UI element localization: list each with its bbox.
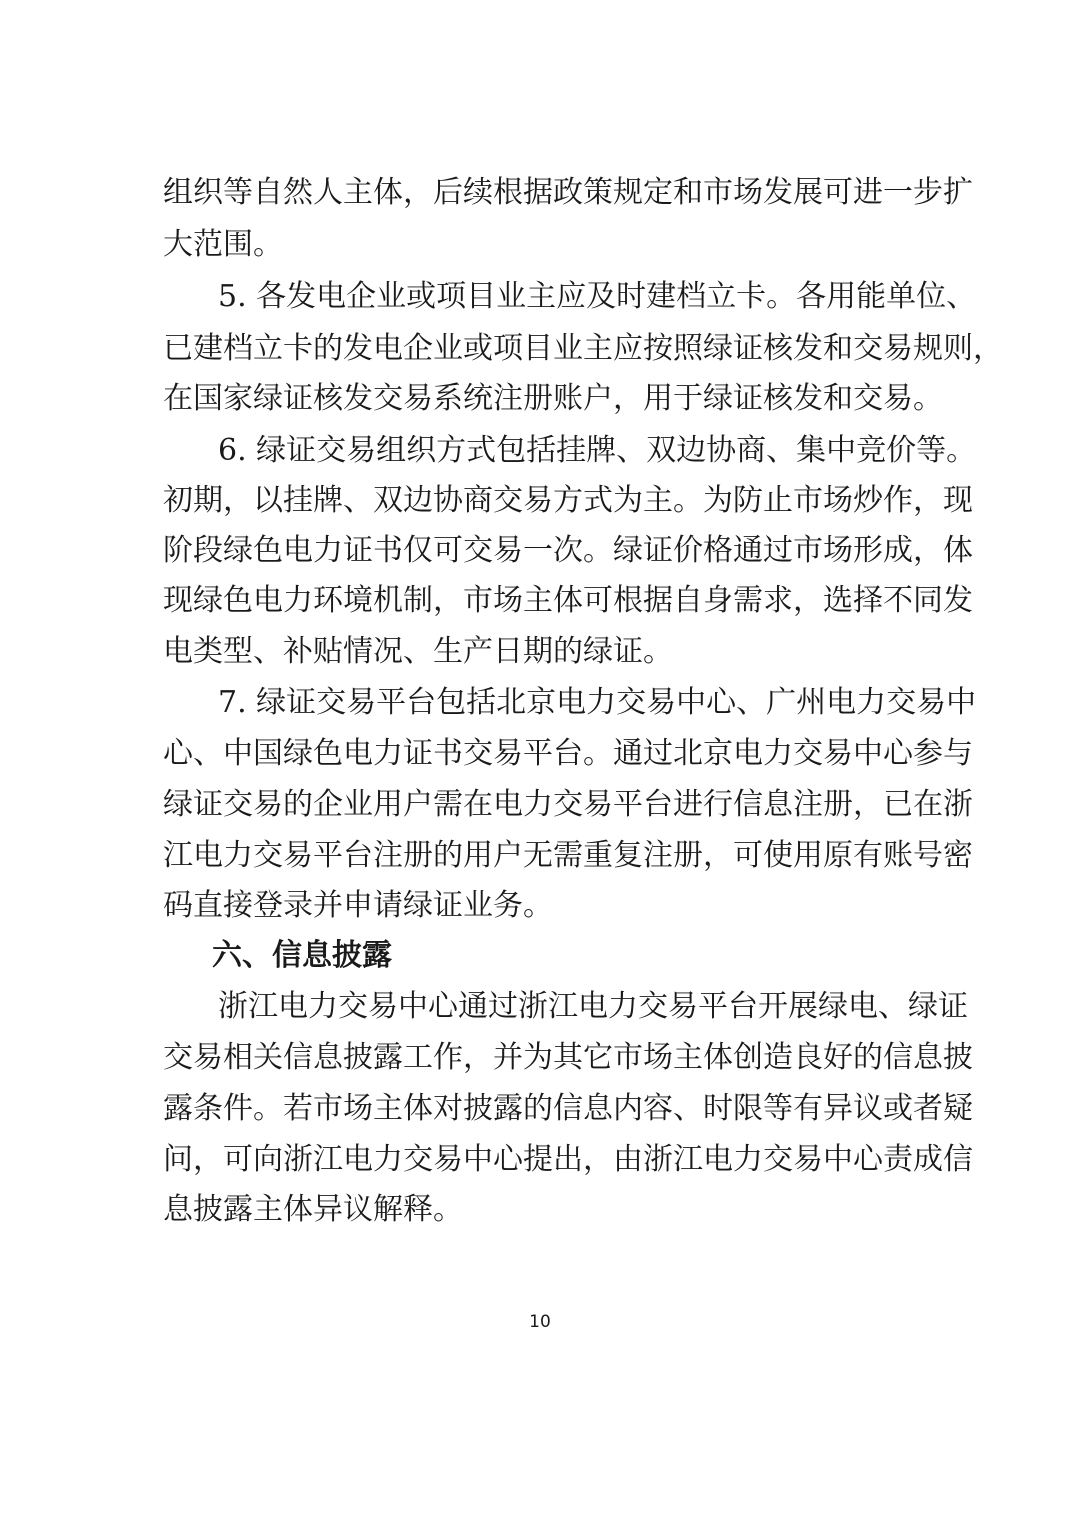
paragraph-line: 息披露主体异议解释。 <box>163 1192 463 1227</box>
paragraph-line: 7. 绿证交易平台包括北京电力交易中心、广州电力交易中 <box>218 685 977 720</box>
paragraph-line: 5. 各发电企业或项目业主应及时建档立卡。各用能单位、 <box>218 279 977 314</box>
paragraph-line: 交易相关信息披露工作，并为其它市场主体创造良好的信息披 <box>163 1040 973 1075</box>
paragraph-line: 现绿色电力环境机制，市场主体可根据自身需求，选择不同发 <box>163 583 973 618</box>
paragraph-line: 已建档立卡的发电企业或项目业主应按照绿证核发和交易规则， <box>163 331 1003 366</box>
paragraph-line: 电类型、补贴情况、生产日期的绿证。 <box>163 634 673 669</box>
paragraph-line: 心、中国绿色电力证书交易平台。通过北京电力交易中心参与 <box>163 736 973 771</box>
paragraph-line: 江电力交易平台注册的用户无需重复注册，可使用原有账号密 <box>163 838 973 873</box>
paragraph-line: 绿证交易的企业用户需在电力交易平台进行信息注册，已在浙 <box>163 787 973 822</box>
page-number: 10 <box>529 1312 551 1332</box>
paragraph-line: 露条件。若市场主体对披露的信息内容、时限等有异议或者疑 <box>163 1091 973 1126</box>
paragraph-line: 组织等自然人主体，后续根据政策规定和市场发展可进一步扩 <box>163 175 973 210</box>
paragraph-line: 问，可向浙江电力交易中心提出，由浙江电力交易中心责成信 <box>163 1142 973 1177</box>
paragraph-line: 阶段绿色电力证书仅可交易一次。绿证价格通过市场形成，体 <box>163 533 973 568</box>
section-heading: 六、信息披露 <box>212 938 392 973</box>
paragraph-line: 在国家绿证核发交易系统注册账户，用于绿证核发和交易。 <box>163 381 943 416</box>
paragraph-line: 初期，以挂牌、双边协商交易方式为主。为防止市场炒作，现 <box>163 483 973 518</box>
paragraph-line: 6. 绿证交易组织方式包括挂牌、双边协商、集中竞价等。 <box>218 433 977 468</box>
paragraph-line: 大范围。 <box>163 227 283 262</box>
paragraph-line: 码直接登录并申请绿证业务。 <box>163 888 553 923</box>
paragraph-line: 浙江电力交易中心通过浙江电力交易平台开展绿电、绿证 <box>218 989 968 1024</box>
